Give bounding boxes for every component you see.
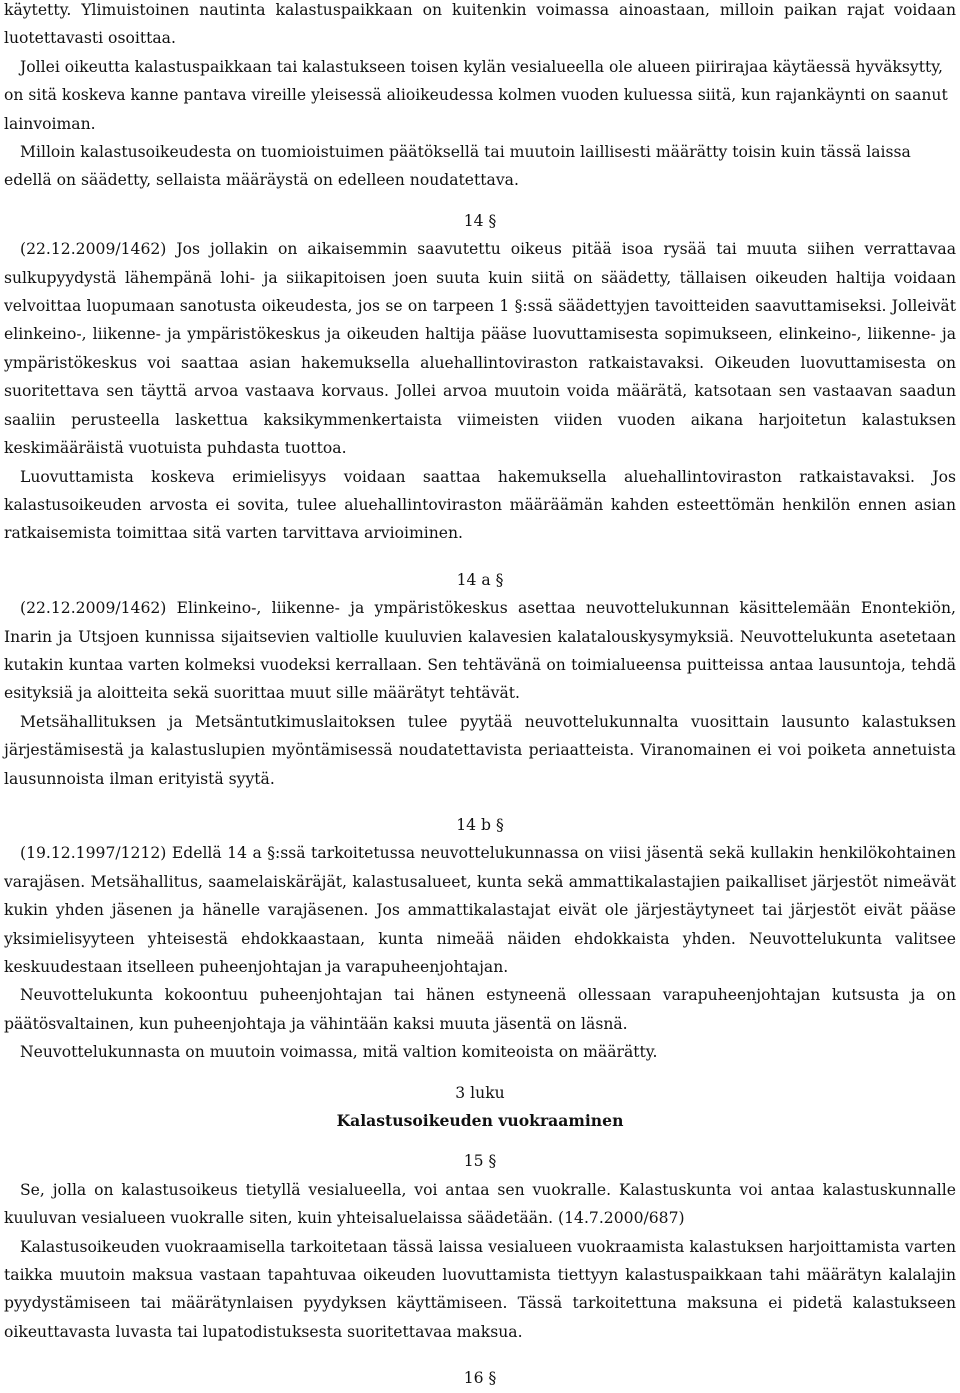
paragraph-15-1: Se, jolla on kalastusoikeus tietyllä vesialueella, voi antaa sen vuokralle. Kalastuskunta voi antaa kalastuskunnalle kuuluvan vesialueen vuokralle siten, kuin yhteisaluelaissa säädetään. (14.7.2000/687) [4,1180,956,1228]
section-heading-15: 15 § [463,1152,497,1171]
paragraph-14b-3: Neuvottelukunnasta on muutoin voimassa, mitä valtion komiteoista on määrätty. [20,1043,658,1062]
paragraph-14a-2: Metsähallituksen ja Metsäntutkimuslaitoksen tulee pyytää neuvottelukunnalta vuosittain lausunto kalastuksen järjestämisestä ja kalastuslupien myöntämisessä noudatettavista periaatteista. Viranomainen ei voi poiketa annetuista lausunnoista ilman erityistä syytä. [4,712,956,788]
paragraph-14-2: Luovuttamista koskeva erimielisyys voidaan saattaa hakemuksella aluehallintoviraston ratkaistavaksi. Jos kalastusoikeuden arvosta ei sovita, tulee aluehallintoviraston määräämän kahden esteettömän henkilön ennen asian ratkaisemista toimittaa sitä varten tarvittava arvioiminen. [4,467,956,543]
section-heading-16: 16 § [463,1369,497,1388]
section-heading-14a: 14 a § [456,570,504,589]
paragraph-14a-1: (22.12.2009/1462) Elinkeino-, liikenne- ja ympäristökeskus asettaa neuvottelukunnan käsittelemään Enontekiön, Inarin ja Utsjoen kunnissa sijaitsevien valtiolle kuuluvien kalavesien kalatalouskysymyksiä. Neuvottelukunta asetetaan kutakin kuntaa varten kolmeksi vuodeksi kerrallaan. Sen tehtävänä on toimialueensa puitteissa antaa lausuntoja, tehdä esityksiä ja aloitteita sekä suorittaa muut sille määrätyt tehtävät. [4,599,956,703]
paragraph-intro-2: Jollei oikeutta kalastuspaikkaan tai kalastukseen toisen kylän vesialueella ole alueen piirirajaa käytäessä hyväksytty, on sitä koskeva kanne pantava vireille yleisessä alioikeudessa kolmen vuoden kuluessa siitä, kun rajankäynti on saanut lainvoiman. [4,57,948,133]
chapter-number: 3 luku [455,1083,505,1102]
chapter-title: Kalastusoikeuden vuokraaminen [336,1111,624,1131]
paragraph-14-1: (22.12.2009/1462) Jos jollakin on aikaisemmin saavutettu oikeus pitää isoa rysää tai muuta siihen verrattavaa sulkupyydystä lähempänä lohi- ja siikapitoisen joen suuta kuin siitä on säädetty, tällaisen oikeuden haltija voidaan velvoittaa luopumaan sanotusta oikeudesta, jos se on tarpeen 1 §:ssä säädettyjen tavoitteiden saavuttamiseksi. Jolleivät elinkeino-, liikenne- ja ympäristökeskus ja oikeuden haltija pääse luovuttamisesta sopimukseen, elinkeino-, liikenne- ja ympäristökeskus voi saattaa asian hakemuksella aluehallintoviraston ratkaistavaksi. Oikeuden luovuttamisesta on suoritettava sen täyttä arvoa vastaava korvaus. Jollei arvoa muutoin voida määrätä, katsotaan sen vastaavan saadun saaliin perusteella laskettua kaksikymmenkertaista viimeisten viiden vuoden aikana harjoitetun kalastuksen keskimääräistä vuotuista puhdasta tuottoa. [4,240,956,458]
paragraph-intro-3: Milloin kalastusoikeudesta on tuomioistuimen päätöksellä tai muutoin laillisesti määrätty toisin kuin tässä laissa edellä on säädetty, sellaista määräystä on edelleen noudatettava. [4,143,911,190]
paragraph-intro-1: käytetty. Ylimuistoinen nautinta kalastuspaikkaan on kuitenkin voimassa ainoastaan, milloin paikan rajat voidaan luotettavasti osoittaa. [4,1,956,48]
section-heading-14: 14 § [463,211,497,230]
paragraph-14b-2: Neuvottelukunta kokoontuu puheenjohtajan tai hänen estyneenä ollessaan varapuheenjohtajan kutsusta ja on päätösvaltainen, kun puheenjohtaja ja vähintään kaksi muuta jäsentä on läsnä. [4,986,956,1033]
section-heading-14b: 14 b § [456,815,504,834]
paragraph-15-2: Kalastusoikeuden vuokraamisella tarkoitetaan tässä laissa vesialueen vuokraamista kalastuksen harjoittamista varten taikka muutoin maksua vastaan tapahtuvaa oikeuden luovuttamista tiettyyn kalastuspaikkaan tahi määrätyn kalalajin pyydystämiseen tai määrätynlaisen pyydyksen käyttämiseen. Tässä tarkoitettuna maksuna ei pidetä kalastukseen oikeuttavasta luvasta tai lupatodistuksesta suoritettavaa maksua. [4,1237,956,1341]
paragraph-14b-1: (19.12.1997/1212) Edellä 14 a §:ssä tarkoitetussa neuvottelukunnassa on viisi jäsentä sekä kullakin henkilökohtainen varajäsen. Metsähallitus, saamelaiskäräjät, kalastusalueet, kunta sekä ammattikalastajien paikalliset järjestöt nimeävät kukin yhden jäsenen ja hänelle varajäsenen. Jos ammattikalastajat eivät ole järjestäytyneet tai järjestöt eivät pääse yksimielisyyteen yhteisestä ehdokkaastaan, kunta nimeää näiden ehdokkaista yhden. Neuvottelukunta valitsee keskuudestaan itselleen puheenjohtajan ja varapuheenjohtajan. [4,844,956,976]
